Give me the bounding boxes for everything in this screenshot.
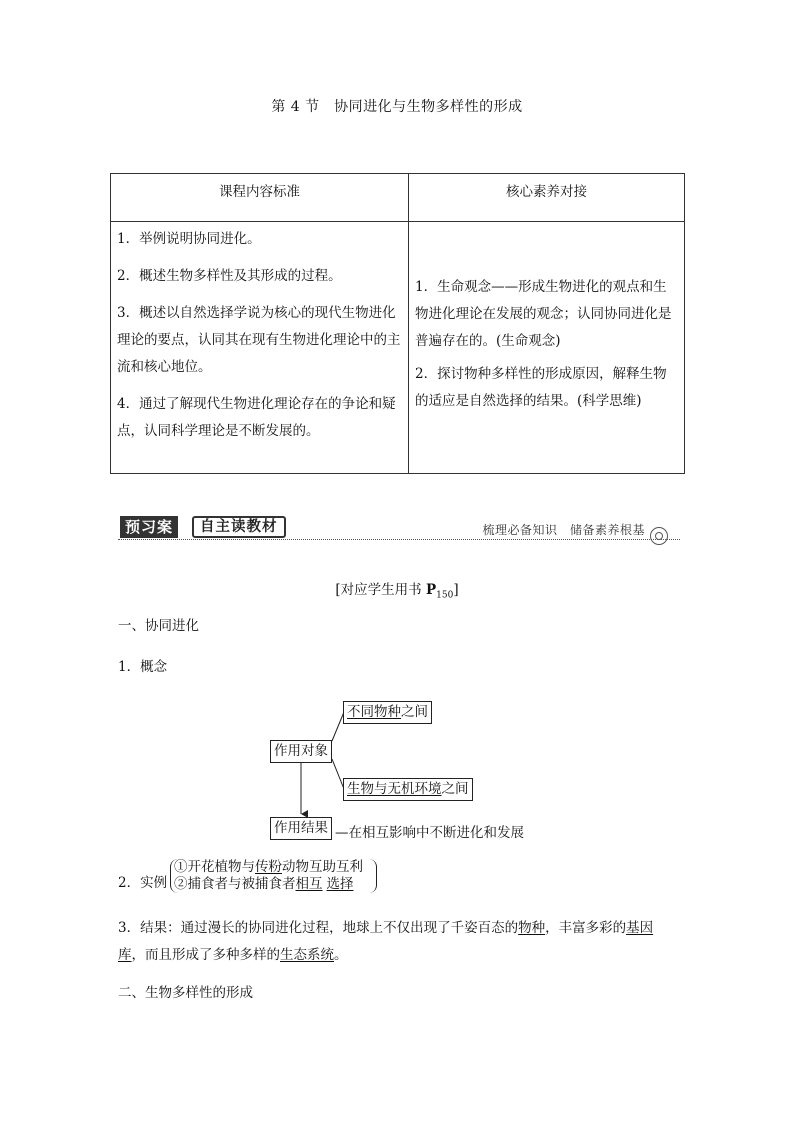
between-species-rest: 之间 [401, 704, 428, 720]
section-heading-biodiversity: 二、生物多样性的形成 [118, 985, 253, 1001]
example1-underlined: 传粉 [255, 859, 282, 875]
right-brace [368, 859, 377, 893]
organism-environment-underlined: 生物与无机环境 [347, 781, 442, 797]
between-species-underlined: 不同物种 [347, 704, 401, 720]
literacy-item: 1．生命观念——形成生物进化的观点和生物进化理论在发展的观念；认同协同进化是普遍存在的。(生命观念) [415, 279, 672, 349]
reference-page-letter: P [425, 582, 437, 598]
example1-text-end: 动物互助互利 [282, 859, 363, 875]
banner-tag: 预习案 [120, 516, 178, 538]
result-text-1: 3．结果：通过漫长的协同进化过程，地球上不仅出现了千姿百态的 [118, 920, 519, 936]
example-lines [174, 859, 363, 893]
example-line-2 [174, 876, 363, 893]
result-underlined-species: 物种 [518, 920, 546, 936]
standard-item: 1．举例说明协同进化。 [117, 231, 261, 247]
standard-item: 3．概述以自然选择学说为核心的现代生物进化理论的要点，认同其在现有生物进化理论中的主流和核心地位。 [117, 305, 401, 375]
example2-underlined-b: 选择 [326, 876, 354, 892]
box-result: 作用结果 [270, 817, 332, 840]
page-title: 第 4 节 协同进化与生物多样性的形成 [271, 99, 523, 115]
standard-item: 2．概述生物多样性及其形成的过程。 [117, 268, 342, 284]
result-underlined-ecosystem: 生态系统 [280, 947, 334, 963]
banner-subtitle: 自主读教材 [192, 516, 286, 538]
reference-page-number: 150 [436, 590, 454, 601]
example2-text: ②捕食者与被捕食者 [174, 876, 296, 892]
example-line-1 [174, 859, 363, 876]
header-course-standard: 课程内容标准 [111, 174, 409, 222]
box-organism-environment [343, 778, 473, 801]
box-between-species [343, 701, 432, 724]
organism-environment-rest: 之间 [441, 781, 469, 797]
result-text-3: ，而且形成了多种多样的 [131, 947, 280, 963]
result-text-2: ，丰富多彩的 [545, 920, 627, 936]
result-text-4: 。 [334, 947, 348, 963]
result-underlined-gene-pool: 基因库 [118, 920, 654, 963]
example2-underlined-a: 相互 [295, 876, 323, 892]
reference-prefix: [对应学生用书 [335, 582, 426, 598]
standard-item: 4．通过了解现代生物进化理论存在的争论和疑点，认同科学理论是不断发展的。 [117, 396, 396, 439]
box-target: 作用对象 [270, 740, 332, 763]
section-heading-coevolution: 一、协同进化 [118, 618, 199, 634]
result-paragraph [118, 915, 678, 969]
literacy-item: 2．探讨物种多样性的形成原因，解释生物的适应是自然选择的结果。(科学思维) [415, 366, 667, 409]
banner-right-text: 梳理必备知识 储备素养根基 [482, 523, 645, 537]
reference-suffix: ] [453, 582, 459, 598]
example1-text: ①开花植物与 [174, 859, 255, 875]
result-description: —在相互影响中不断进化和发展 [335, 825, 524, 841]
example-label: 2．实例 [118, 875, 168, 891]
header-core-literacy: 核心素养对接 [409, 174, 685, 222]
item-concept: 1．概念 [118, 659, 168, 675]
